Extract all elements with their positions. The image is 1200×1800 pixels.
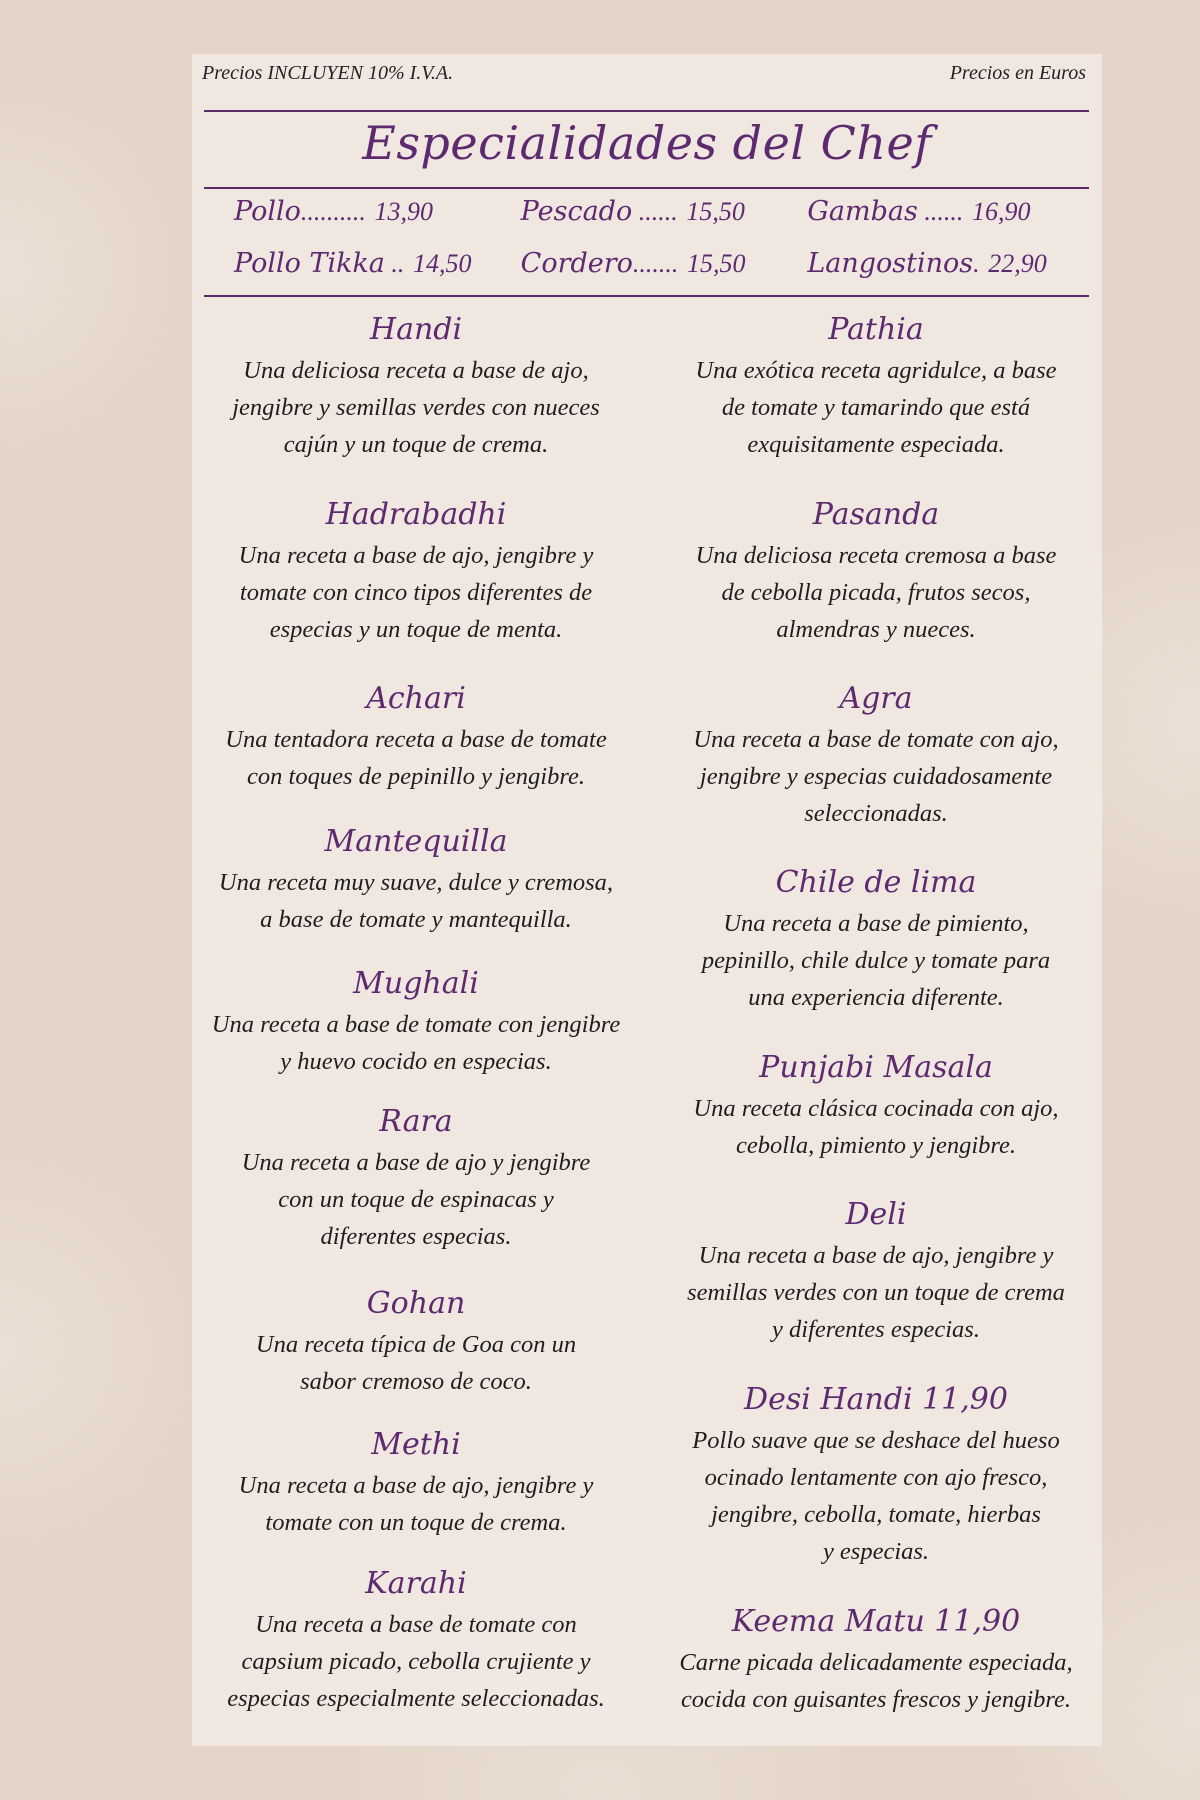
dish-punjabi-masala — [660, 1046, 1092, 1164]
dish-description: Una receta a base de ajo, jengibre y tomate con un toque de crema. — [238, 1472, 594, 1536]
dish-name: Agra — [839, 681, 913, 716]
dish-name: Handi — [369, 312, 463, 347]
dish-pasanda — [660, 493, 1092, 648]
dish-name: Desi Handi 11,90 — [744, 1382, 1008, 1417]
price-grid — [234, 196, 1094, 300]
dish-description: Una receta a base de ajo y jengibre con un toque de espinacas y diferentes especias. — [241, 1149, 591, 1250]
divider-under-prices — [204, 295, 1089, 297]
dish-name: Pasanda — [812, 497, 940, 532]
dish-hadrabadhi — [200, 493, 632, 648]
price-item: Pescado ...... 15,50 — [520, 196, 745, 227]
dish-description: Una receta a base de tomate con ajo, jengibre y especias cuidadosamente seleccionadas. — [693, 726, 1059, 827]
dish-description: Una receta clásica cocinada con ajo, cebolla, pimiento y jengibre. — [693, 1095, 1059, 1159]
price-item: Gambas ...... 16,90 — [807, 196, 1031, 227]
header-bar — [202, 62, 1086, 85]
dish-name: Gohan — [366, 1286, 466, 1321]
dish-methi — [200, 1423, 632, 1541]
dish-desi-handi — [660, 1378, 1092, 1570]
dish-description: Una receta a base de tomate con jengibre y huevo cocido en especias. — [211, 1011, 621, 1075]
price-item: Langostinos. 22,90 — [807, 248, 1047, 279]
page-title: Especialidades del Chef — [362, 116, 932, 170]
divider-under-title — [204, 187, 1089, 189]
dish-name: Achari — [366, 681, 466, 716]
dish-description: Pollo suave que se deshace del hueso ocinado lentamente con ajo fresco, jengibre, cebolla, tomate, hierbas y especias. — [692, 1427, 1060, 1565]
dish-description: Una tentadora receta a base de tomate con toques de pepinillo y jengibre. — [225, 726, 607, 790]
dish-name: Mantequilla — [324, 824, 508, 859]
dish-name: Hadrabadhi — [325, 497, 507, 532]
dish-mantequilla — [200, 820, 632, 938]
dish-gohan — [200, 1282, 632, 1400]
dish-name: Keema Matu 11,90 — [731, 1604, 1021, 1639]
dish-description: Una receta típica de Goa con un sabor cremoso de coco. — [255, 1331, 577, 1395]
currency-note: Precios en Euros — [949, 62, 1086, 84]
dish-description: Una deliciosa receta a base de ajo, jengibre y semillas verdes con nueces cajún y un toque de crema. — [232, 357, 600, 458]
dish-description: Una deliciosa receta cremosa a base de cebolla picada, frutos secos, almendras y nueces. — [695, 542, 1057, 643]
dish-description: Una receta a base de tomate con capsium picado, cebolla crujiente y especias especialmente seleccionadas. — [227, 1611, 605, 1712]
dish-rara — [200, 1100, 632, 1255]
dish-mughali — [200, 962, 632, 1080]
price-item: Cordero....... 15,50 — [520, 248, 746, 279]
dish-name: Methi — [371, 1427, 461, 1462]
dish-name: Mughali — [353, 966, 479, 1001]
price-item: Pollo Tikka .. 14,50 — [234, 248, 472, 279]
dish-pathia — [660, 308, 1092, 463]
dish-name: Pathia — [828, 312, 924, 347]
dish-name: Deli — [845, 1197, 907, 1232]
dish-description: Una receta a base de pimiento, pepinillo, chile dulce y tomate para una experiencia diferente. — [701, 910, 1051, 1011]
dish-agra — [660, 677, 1092, 832]
dish-handi — [200, 308, 632, 463]
dish-name: Punjabi Masala — [759, 1050, 993, 1085]
dish-karahi — [200, 1562, 632, 1717]
price-item: Pollo.......... 13,90 — [234, 196, 433, 227]
dish-deli — [660, 1193, 1092, 1348]
dish-name: Rara — [379, 1104, 453, 1139]
dish-description: Una receta muy suave, dulce y cremosa, a base de tomate y mantequilla. — [218, 869, 614, 933]
dish-description: Una receta a base de ajo, jengibre y tomate con cinco tipos diferentes de especias y un toque de menta. — [238, 542, 594, 643]
divider-top — [204, 110, 1089, 112]
dish-chile-de-lima — [660, 861, 1092, 1016]
tax-note: Precios INCLUYEN 10% I.V.A. — [202, 62, 454, 84]
dish-name: Karahi — [365, 1566, 467, 1601]
dish-keema-matu — [660, 1600, 1092, 1718]
dish-description: Carne picada delicadamente especiada, cocida con guisantes frescos y jengibre. — [679, 1649, 1073, 1713]
dish-description: Una receta a base de ajo, jengibre y semillas verdes con un toque de crema y diferentes especias. — [687, 1242, 1065, 1343]
dish-description: Una exótica receta agridulce, a base de tomate y tamarindo que está exquisitamente especiada. — [695, 357, 1057, 458]
dish-achari — [200, 677, 632, 795]
dish-name: Chile de lima — [775, 865, 977, 900]
